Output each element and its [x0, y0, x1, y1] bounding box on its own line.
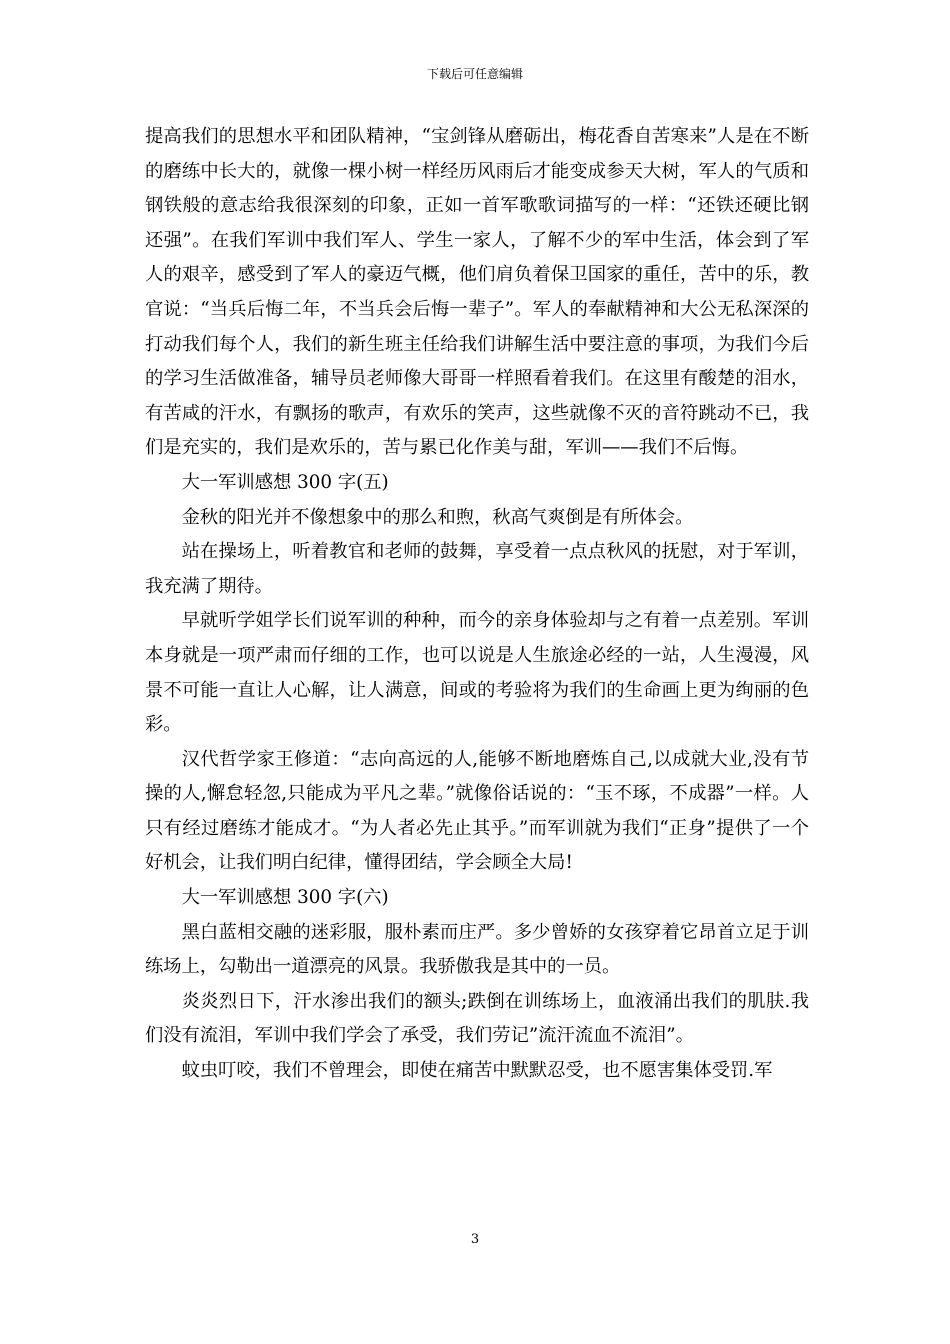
page-number: 3	[470, 1232, 480, 1247]
section-heading-5: 大一军训感想 300 字(五)	[181, 471, 389, 493]
paragraph-8: 蚊虫叮咬，我们不曾理会，即使在痛苦中默默忍受，也不愿害集体受罚.军	[181, 1060, 773, 1082]
document-body	[145, 120, 809, 1089]
paragraph-7: 炎炎烈日下，汗水渗出我们的额头;跌倒在训练场上，血液涌出我们的肌肤.我们没有流泪，军训中我们学会了承受，我们劳记”流汗流血不流泪”。	[145, 990, 809, 1047]
paragraph-5: 汉代哲学家王修道：“志向高远的人,能够不断地磨炼自己,以成就大业,没有节操的人,懈怠轻忽,只能成为平凡之辈。”就像俗话说的：“玉不琢，不成器”一样。人只有经过磨练才能成才。“为人者必先止其乎。”而军训就为我们“正身”提供了一个好机会，让我们明白纪律，懂得团结，学会顾全大局!	[145, 748, 809, 874]
paragraph-3: 站在操场上，听着教官和老师的鼓舞，享受着一点点秋风的抚慰，对于军训，我充满了期待。	[145, 541, 809, 597]
paragraph-6: 黑白蓝相交融的迷彩服，服朴素而庄严。多少曾娇的女孩穿着它昂首立足于训练场上，勾勒出一道漂亮的风景。我骄傲我是其中的一员。	[145, 921, 809, 978]
paragraph-2: 金秋的阳光并不像想象中的那么和煦，秋高气爽倒是有所体会。	[181, 506, 694, 528]
page-header: 下载后可任意编辑	[426, 67, 523, 81]
paragraph-1: 提高我们的思想水平和团队精神，“宝剑锋从磨砺出，梅花香自苦寒来”人是在不断的磨练中长大的，就像一棵小树一样经历风雨后才能变成参天大树，军人的气质和钢铁般的意志给我很深刻的印象，正如一首军歌歌词描写的一样：“还铁还硬比钢还强”。在我们军训中我们军人、学生一家人，了解不少的军中生活，体会到了军人的艰辛，感受到了军人的豪迈气概，他们肩负着保卫国家的重任，苦中的乐，教官说：“当兵后悔二年，不当兵会后悔一辈子”。军人的奉献精神和大公无私深深的打动我们每个人，我们的新生班主任给我们讲解生活中要注意的事项，为我们今后的学习生活做准备，辅导员老师像大哥哥一样照看着我们。在这里有酸楚的泪水，有苦咸的汗水，有飘扬的歌声，有欢乐的笑声，这些就像不灭的音符跳动不已，我们是充实的，我们是欢乐的，苦与累已化作美与甜，军训——我们不后悔。	[145, 126, 809, 459]
paragraph-4: 早就听学姐学长们说军训的种种，而今的亲身体验却与之有着一点差别。军训本身就是一项严肃而仔细的工作，也可以说是人生旅途必经的一站，人生漫漫，风景不可能一直让人心解，让人满意，间或的考验将为我们的生命画上更为绚丽的色彩。	[145, 610, 809, 736]
section-heading-6: 大一军训感想 300 字(六)	[181, 887, 389, 909]
